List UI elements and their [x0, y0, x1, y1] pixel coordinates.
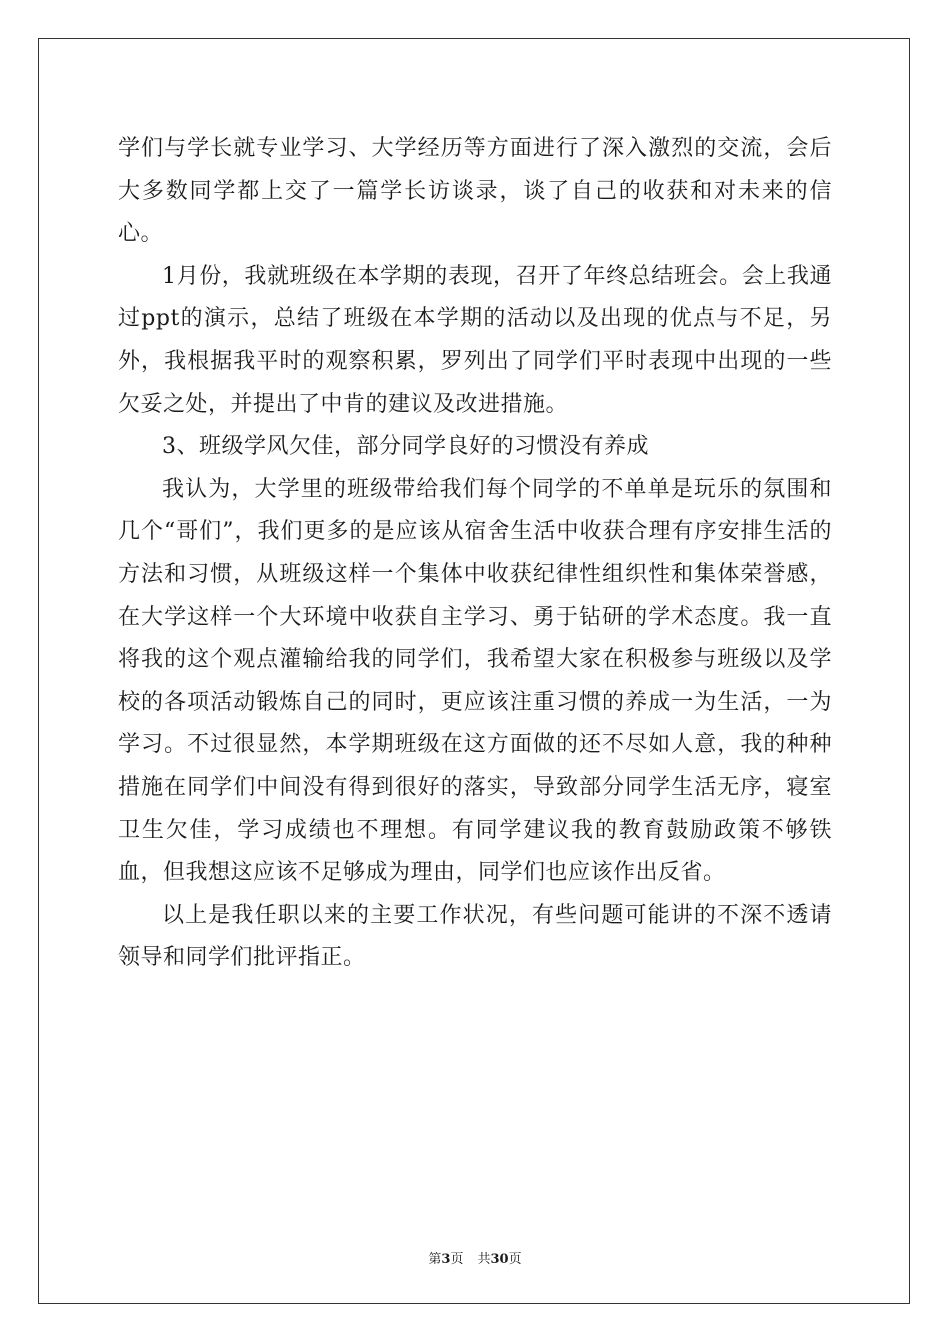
page-footer	[0, 1248, 950, 1267]
paragraph-1: 学们与学长就专业学习、大学经历等方面进行了深入激烈的交流，会后大多数同学都上交了一篇学长访谈录，谈了自己的收获和对未来的信心。	[118, 136, 832, 247]
paragraph-2: 1月份，我就班级在本学期的表现，召开了年终总结班会。会上我通过ppt的演示，总结了班级在本学期的活动以及出现的优点与不足，另外，我根据我平时的观察积累，罗列出了同学们平时表现中出现的一些欠妥之处，并提出了中肯的建议及改进措施。	[118, 263, 832, 417]
footer-page-prefix: 第	[428, 1252, 442, 1267]
footer-page-suffix: 页	[450, 1252, 464, 1267]
footer-total-prefix: 共	[477, 1252, 491, 1267]
paragraph-4: 我认为，大学里的班级带给我们每个同学的不单单是玩乐的氛围和几个“哥们”，我们更多的是应该从宿舍生活中收获合理有序安排生活的方法和习惯，从班级这样一个集体中收获纪律性组织性和集体荣誉感，在大学这样一个大环境中收获自主学习、勇于钻研的学术态度。我一直将我的这个观点灌输给我的同学们，我希望大家在积极参与班级以及学校的各项活动锻炼自己的同时，更应该注重习惯的养成一为生活，一为学习。不过很显然，本学期班级在这方面做的还不尽如人意，我的种种措施在同学们中间没有得到很好的落实，导致部分同学生活无序，寝室卫生欠佳，学习成绩也不理想。有同学建议我的教育鼓励政策不够铁血，但我想这应该不足够成为理由，同学们也应该作出反省。	[118, 476, 832, 886]
document-body	[118, 128, 832, 980]
footer-page-current: 3	[441, 1252, 451, 1267]
footer-page-total: 30	[490, 1252, 509, 1267]
section-heading-3: 3、班级学风欠佳，部分同学良好的习惯没有养成	[162, 434, 649, 460]
paragraph-5: 以上是我任职以来的主要工作状况，有些问题可能讲的不深不透请领导和同学们批评指正。	[118, 902, 832, 971]
footer-total-suffix: 页	[508, 1252, 522, 1267]
